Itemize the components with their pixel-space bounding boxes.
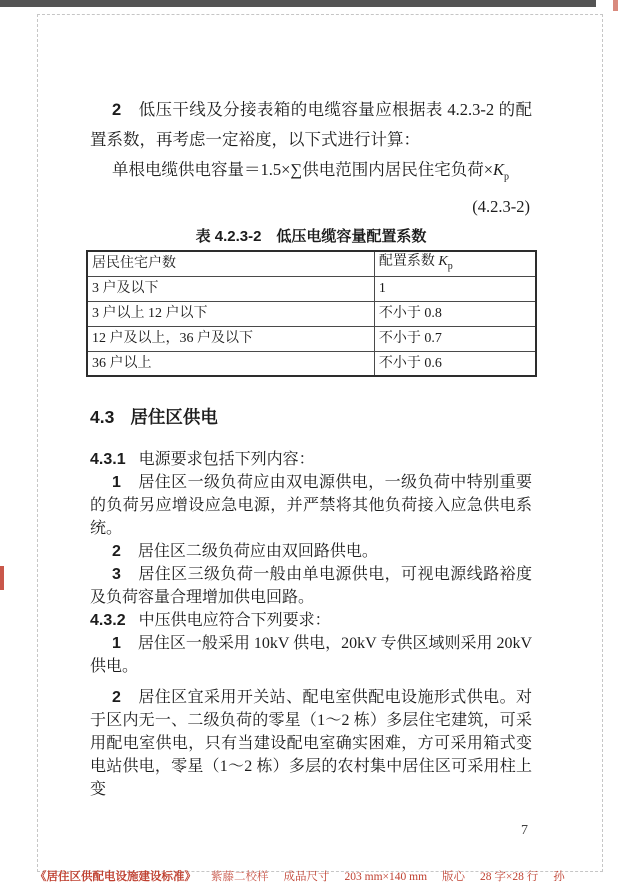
table-row: [87, 351, 536, 376]
item-text: 居住区一般采用 10kV 供电，20kV 专供区域则采用 20kV 供电。: [90, 635, 532, 676]
clause-4-3-1-item-1: [90, 471, 532, 540]
red-left-registration-mark: [0, 566, 4, 590]
footer-book-title: 《居住区供配电设施建设标准》: [35, 871, 196, 883]
footer-layout-label: 版心: [442, 871, 466, 883]
item-number: 1: [112, 635, 121, 653]
header-factor-label: 配置系数: [378, 253, 439, 269]
equation-number: (4.2.3-2): [472, 197, 530, 217]
clause-number: 4.3.1: [90, 451, 126, 469]
header-factor-symbol: K: [438, 253, 448, 269]
cell-factor: 不小于 0.7: [374, 326, 536, 351]
clause-text: 中压供电应符合下列要求：: [138, 612, 331, 630]
formula-symbol-K: K: [493, 160, 505, 179]
item-number: 3: [112, 566, 121, 584]
item-number: 2: [112, 101, 122, 119]
section-heading-4-3: [90, 405, 532, 429]
clause-4-3-2-item-1: [90, 632, 532, 678]
clause-text: 电源要求包括下列内容：: [138, 451, 315, 469]
clause-4-3-1-item-2: [90, 540, 532, 563]
table-caption: 表 4.2.3-2 低压电缆容量配置系数: [195, 228, 427, 246]
header-factor-subscript: p: [447, 260, 453, 272]
item-number: 1: [112, 474, 121, 492]
clause-4-3-1-item-3: [90, 563, 532, 609]
red-corner-registration-mark: [613, 0, 618, 11]
formula-symbol-subscript: p: [504, 171, 510, 183]
formula-cable-capacity: [90, 155, 532, 192]
table-row: [87, 326, 536, 351]
cell-households: 3 户以上 12 户以下: [87, 301, 374, 326]
paragraph-cable-capacity: [90, 95, 532, 155]
footer-proof-stage: 紫藤二校样: [211, 871, 269, 883]
item-number: 2: [112, 689, 121, 707]
page-content: [90, 95, 532, 842]
footer-size-value: 203 mm×140 mm: [344, 871, 428, 883]
item-text: 居住区宜采用开关站、配电室供配电设施形式供电。对于区内无一、二级负荷的零星（1～2 栋）多层住宅建筑，可采用配电室供电，只有当建设配电室确实困难，方可采用箱式变电站供电，零星（1～2 栋）多层的农村集中居住区可采用柱上变: [90, 689, 532, 799]
clause-4-3-2-item-2: [90, 686, 532, 801]
page-number: 7: [521, 823, 528, 839]
item-text: 居住区三级负荷一般由单电源供电，可视电源线路裕度及负荷容量合理增加供电回路。: [90, 566, 532, 607]
cell-factor: 不小于 0.6: [374, 351, 536, 376]
paragraph-text: 低压干线及分接表箱的电缆容量应根据表 4.2.3-2 的配置系数，再考虑一定裕度，以下式进行计算：: [90, 100, 532, 149]
section-number: 4.3: [90, 407, 115, 428]
header-households: 居民住宅户数: [87, 251, 374, 276]
cell-households: 3 户及以下: [87, 276, 374, 301]
cable-capacity-factor-table: [86, 250, 537, 377]
header-factor: [374, 251, 536, 276]
scan-top-bar: [0, 0, 596, 7]
cell-households: 36 户以上: [87, 351, 374, 376]
cell-households: 12 户及以上，36 户及以下: [87, 326, 374, 351]
table-row: [87, 301, 536, 326]
table-header-row: [87, 251, 536, 276]
section-title: 居住区供电: [130, 407, 218, 428]
footer-signature: 孙: [553, 871, 565, 883]
clause-4-3-2: [90, 609, 532, 632]
clause-number: 4.3.2: [90, 612, 126, 630]
item-text: 居住区二级负荷应由双回路供电。: [137, 543, 378, 561]
clause-4-3-1: [90, 448, 532, 471]
footer-size-label: 成品尺寸: [283, 871, 330, 883]
formula-body: 单根电缆供电容量＝1.5×∑供电范围内居民住宅负荷×: [112, 160, 493, 179]
cell-factor: 1: [374, 276, 536, 301]
section-body: [90, 448, 532, 842]
footer-layout-value: 28 字×28 行: [480, 871, 539, 883]
proofing-footer: [35, 868, 605, 884]
table-row: [87, 276, 536, 301]
item-text: 居住区一级负荷应由双电源供电，一级负荷中特别重要的负荷另应增设应急电源，并严禁将其他负荷接入应急供电系统。: [90, 474, 532, 538]
cell-factor: 不小于 0.8: [374, 301, 536, 326]
item-number: 2: [112, 543, 121, 561]
